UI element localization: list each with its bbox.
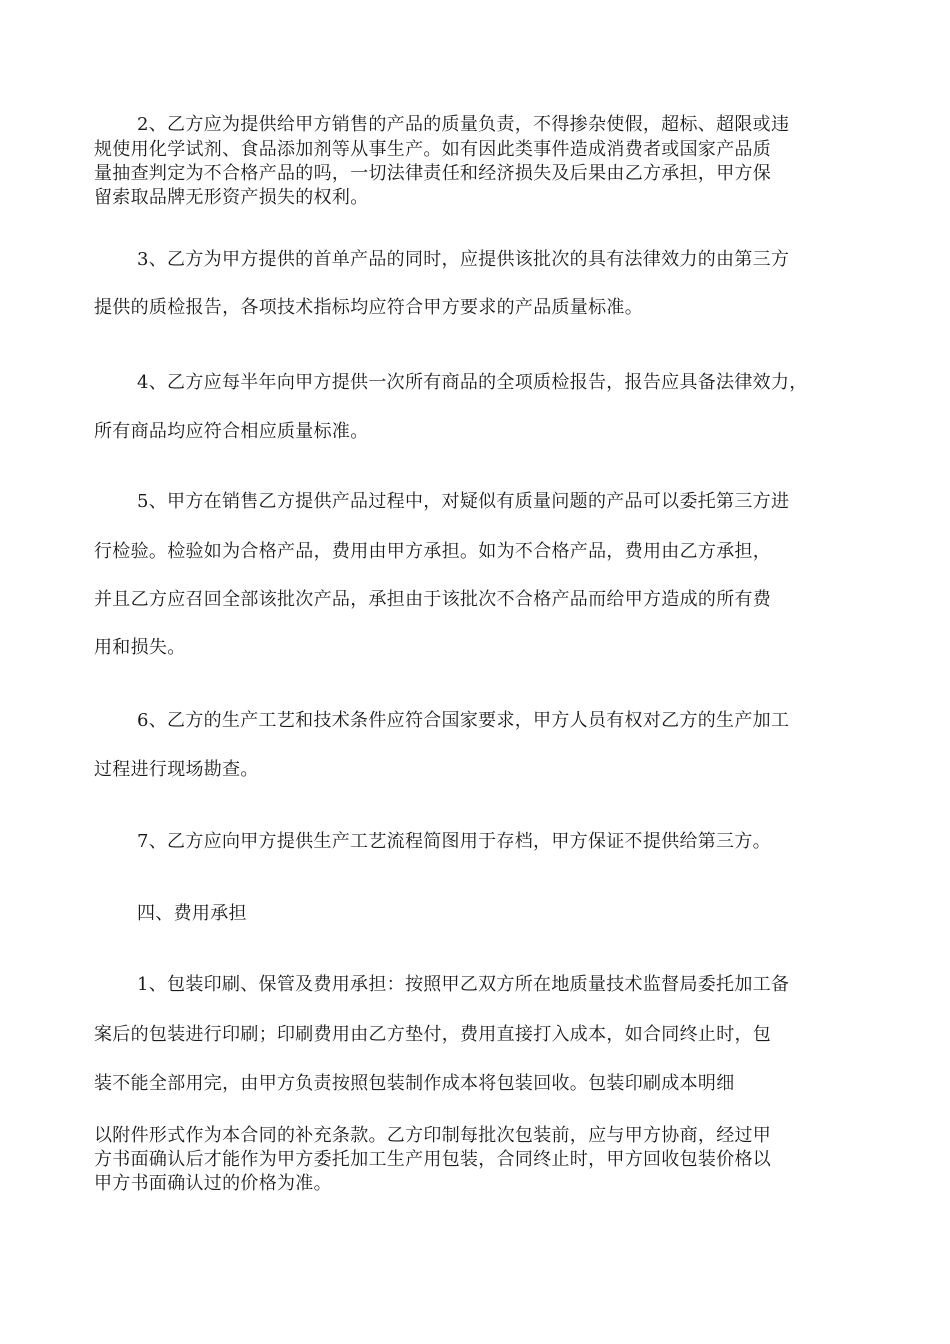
fee-clause-1-line-4: 以附件形式作为本合同的补充条款。乙方印制每批次包装前，应与甲方协商，经过甲 bbox=[94, 1125, 772, 1146]
clause-3-line-1: 3、乙方为甲方提供的首单产品的同时，应提供该批次的具有法律效力的由第三方 bbox=[137, 249, 790, 270]
clause-2-line-4: 留索取品牌无形资产损失的权利。 bbox=[94, 187, 369, 208]
clause-4-line-1: 4、乙方应每半年向甲方提供一次所有商品的全项质检报告，报告应具备法律效力， bbox=[137, 372, 808, 393]
clause-6-line-2: 过程进行现场勘查。 bbox=[94, 759, 259, 780]
fee-clause-1-line-5: 方书面确认后才能作为甲方委托加工生产用包装，合同终止时，甲方回收包装价格以 bbox=[94, 1149, 772, 1170]
fee-clause-1-line-2: 案后的包装进行印刷；印刷费用由乙方垫付，费用直接打入成本，如合同终止时，包 bbox=[94, 1024, 772, 1045]
fee-clause-1-line-1: 1、包装印刷、保管及费用承担：按照甲乙双方所在地质量技术监督局委托加工备 bbox=[137, 974, 790, 995]
clause-4-line-2: 所有商品均应符合相应质量标准。 bbox=[94, 421, 369, 442]
clause-5-line-2: 行检验。检验如为合格产品，费用由甲方承担。如为不合格产品，费用由乙方承担， bbox=[94, 541, 772, 562]
fee-clause-1-line-6: 甲方书面确认过的价格为准。 bbox=[94, 1173, 332, 1194]
clause-2-line-3: 量抽查判定为不合格产品的吗，一切法律责任和经济损失及后果由乙方承担，甲方保 bbox=[94, 163, 772, 184]
clause-5-line-1: 5、甲方在销售乙方提供产品过程中，对疑似有质量问题的产品可以委托第三方进 bbox=[137, 491, 790, 512]
clause-2-line-1: 2、乙方应为提供给甲方销售的产品的质量负责，不得掺杂使假，超标、超限或违 bbox=[137, 114, 790, 135]
section-heading-fees: 四、费用承担 bbox=[137, 903, 247, 924]
clause-2-line-2: 规使用化学试剂、食品添加剂等从事生产。如有因此类事件造成消费者或国家产品质 bbox=[94, 139, 772, 160]
clause-7-line-1: 7、乙方应向甲方提供生产工艺流程简图用于存档，甲方保证不提供给第三方。 bbox=[137, 831, 771, 852]
clause-5-line-4: 用和损失。 bbox=[94, 637, 186, 658]
fee-clause-1-line-3: 装不能全部用完，由甲方负责按照包装制作成本将包装回收。包装印刷成本明细 bbox=[94, 1073, 735, 1094]
clause-3-line-2: 提供的质检报告，各项技术指标均应符合甲方要求的产品质量标准。 bbox=[94, 297, 643, 318]
clause-5-line-3: 并且乙方应召回全部该批次产品，承担由于该批次不合格产品而给甲方造成的所有费 bbox=[94, 589, 772, 610]
clause-6-line-1: 6、乙方的生产工艺和技术条件应符合国家要求，甲方人员有权对乙方的生产加工 bbox=[137, 710, 790, 731]
